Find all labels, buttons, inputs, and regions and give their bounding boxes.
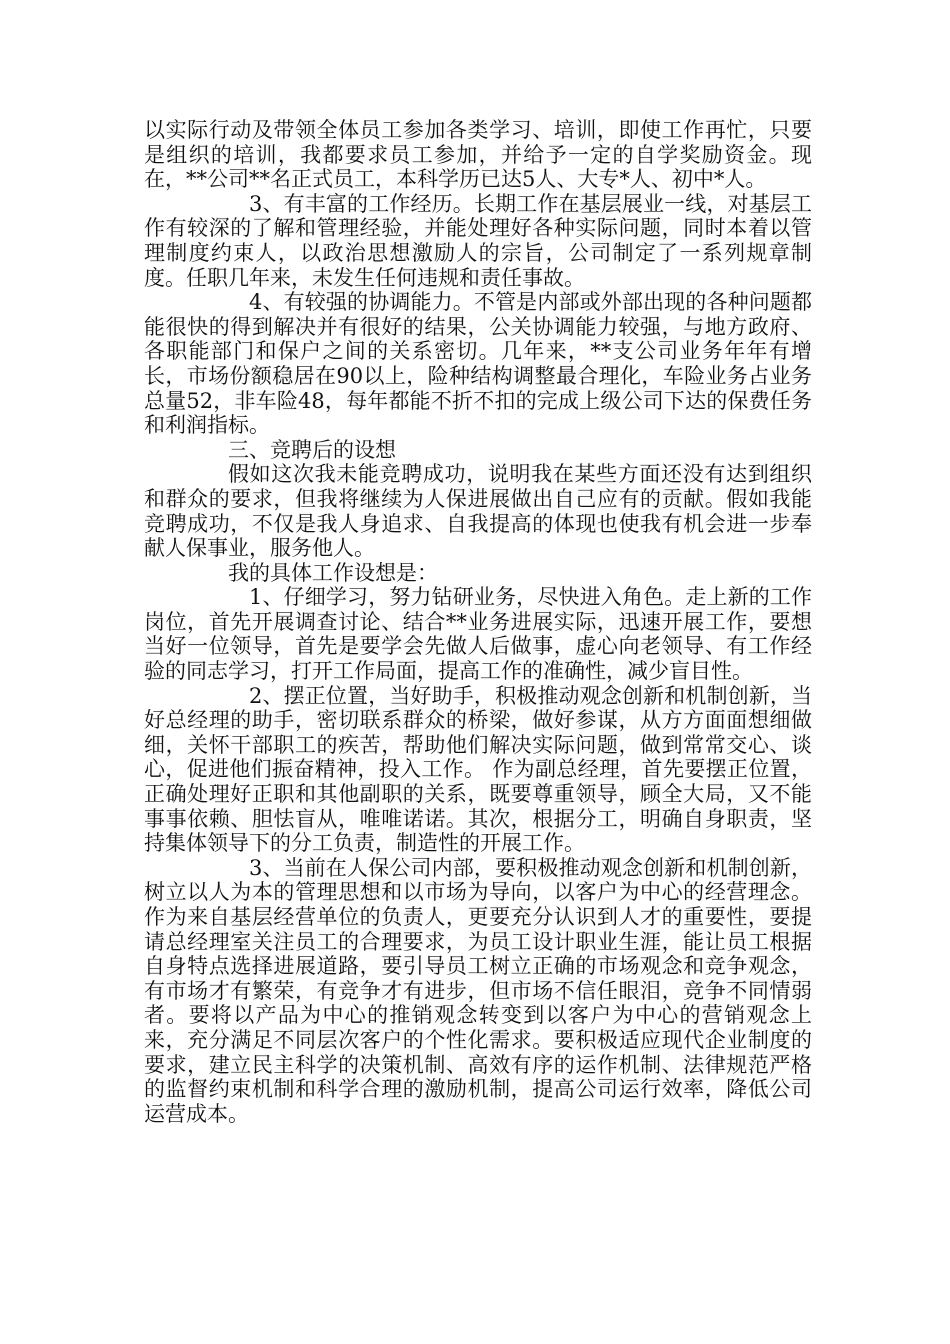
paragraph-staff-training: 以实际行动及带领全体员工参加各类学习、培训，即使工作再忙，只要是组织的培训，我都要求员工参加，并给予一定的自学奖励资金。现在，**公司**名正式员工，本科学历已达5人、大专*人、初中*人。 — [144, 118, 812, 192]
paragraph-plan-item-3: 3、当前在人保公司内部，要积极推动观念创新和机制创新，树立以人为本的管理思想和以市场为导向，以客户为中心的经营理念。作为来自基层经营单位的负责人，更要充分认识到人才的重要性，要提请总经理室关注员工的合理要求，为员工设计职业生涯，能让员工根据自身特点选择进展道路，要引导员工树立正确的市场观念和竞争观念，有市场才有繁荣，有竞争才有进步，但市场不信任眼泪，竞争不同情弱者。要将以产品为中心的推销观念转变到以客户为中心的营销观念上来，充分满足不同层次客户的个性化需求。要积极适应现代企业制度的要求，建立民主科学的决策机制、高效有序的运作机制、法律规范严格的监督约束机制和科学合理的激励机制，提高公司运行效率，降低公司运营成本。 — [144, 855, 812, 1126]
paragraph-competition-outcome: 假如这次我未能竞聘成功，说明我在某些方面还没有达到组织和群众的要求，但我将继续为人保进展做出自己应有的贡献。假如我能竞聘成功，不仅是我人身追求、自我提高的体现也使我有机会进一步奉献人保事业，服务他人。 — [144, 462, 812, 561]
section-heading-post-competition-plan: 三、竞聘后的设想 — [228, 437, 396, 462]
document-page — [144, 118, 812, 1126]
paragraph-plan-item-2: 2、摆正位置，当好助手，积极推动观念创新和机制创新，当好总经理的助手，密切联系群众的桥梁，做好参谋，从方方面面想细做细，关怀干部职工的疾苦，帮助他们解决实际问题，做到常常交心、谈心，促进他们振奋精神，投入工作。 作为副总经理，首先要摆正位置，正确处理好正职和其他副职的关系，既要尊重领导，顾全大局，又不能事事依赖、胆怯盲从，唯唯诺诺。其次，根据分工，明确自身职责，坚持集体领导下的分工负责，制造性的开展工作。 — [144, 683, 812, 856]
paragraph-plan-intro: 我的具体工作设想是： — [228, 560, 438, 585]
paragraph-work-experience: 3、有丰富的工作经历。长期工作在基层展业一线，对基层工作有较深的了解和管理经验，并能处理好各种实际问题，同时本着以管理制度约束人，以政治思想激励人的宗旨，公司制定了一系列规章制度。任职几年来，未发生任何违规和责任事故。 — [144, 191, 812, 290]
paragraph-plan-item-1: 1、仔细学习，努力钻研业务，尽快进入角色。走上新的工作岗位，首先开展调查讨论、结合**业务进展实际，迅速开展工作，要想当好一位领导，首先是要学会先做人后做事，虚心向老领导、有工作经验的同志学习，打开工作局面，提高工作的准确性，减少盲目性。 — [144, 585, 812, 684]
paragraph-coordination-ability: 4、有较强的协调能力。不管是内部或外部出现的各种问题都能很快的得到解决并有很好的结果，公关协调能力较强，与地方政府、各职能部门和保户之间的关系密切。几年来，**支公司业务年年有增长，市场份额稳居在90以上，险种结构调整最合理化，车险业务占业务总量52，非车险48，每年都能不折不扣的完成上级公司下达的保费任务和利润指标。 — [144, 290, 812, 438]
